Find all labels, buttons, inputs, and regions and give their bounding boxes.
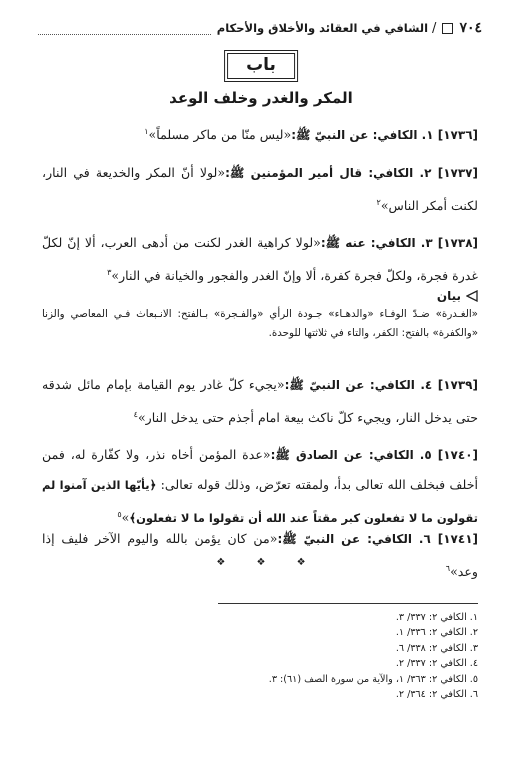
footnote: ٤. الكافي ٢: ٣٣٧/ ٢. [395, 658, 478, 670]
hadith-lead: [١٧٣٨] ٣. الكافي: عنه ﷺ: [320, 236, 479, 250]
footnote-ref: ٢ [376, 198, 381, 207]
hadith-text: «لولا أنّ المكر والخديعة في النار، لكنت أمكر الناس» [42, 165, 478, 214]
footnote: ٣. الكافي ٢: ٣٣٨/ ٦. [395, 642, 478, 654]
footnote-ref: ٦ [445, 564, 451, 573]
footnote-ref: ٣ [107, 268, 112, 277]
hadith-lead: [١٧٣٦] ١. الكافي: عن النبيّ ﷺ: [291, 128, 478, 143]
page-number: ٧٠٤ [459, 20, 482, 36]
hadith-4 [42, 370, 478, 432]
hadith-1 [42, 117, 478, 150]
hadith-tail: » [121, 510, 130, 526]
footnote-ref: ١ [144, 127, 149, 136]
footnotes [42, 610, 478, 702]
hadith-text: «يجيء كلّ غادر يوم القيامة بإمام مائل شدقه حتى يدخل النار، ويجيء كلّ ناكث بيعة امام أجذم حتى يدخل النار» [42, 377, 478, 426]
hadith-lead: [١٧٣٩] ٤. الكافي: عن النبيّ ﷺ: [284, 378, 478, 392]
hadith-lead: [١٧٣٧] ٢. الكافي: قال أمير المؤمنين ﷺ: [225, 166, 478, 180]
star-ornament-icon: ❖ [256, 557, 266, 568]
bayan-title: بيان [436, 289, 461, 303]
bayan-section [42, 289, 478, 343]
hadith-5 [42, 440, 478, 533]
star-ornament-icon: ❖ [296, 557, 306, 568]
dotted-leader [38, 22, 211, 35]
bayan-body: «الغـدرة» ضـدّ الوفـاء «والدهـاء» جـودة الرأي «والفـجرة» بـالفتح: الانـبعاث فـي المعاصي والزنا «والكفرة» بالفتح: الكفر، والتاء في ثلاثتها للوحدة. [42, 308, 478, 339]
chapter-label: باب [227, 53, 295, 79]
footnote: ١. الكافي ٢: ٣٣٧/ ٣. [395, 612, 478, 623]
section-divider [0, 557, 522, 568]
running-header [38, 17, 482, 39]
book-title: الشافي في العقائد والأخلاق والأحكام [216, 21, 429, 35]
footnote: ٢. الكافي ٢: ٣٣٦/ ١. [395, 627, 478, 639]
hadith-text: «لولا كراهية الغدر لكنت من أدهى العرب، ألا إنّ لكلّ غدرة فجرة، ولكلّ فجرة كفرة، ألا وإنّ الغدر والفجور والخيانة في النار» [42, 235, 478, 284]
hadith-text: «ليس منّا من ماكر مسلماً» [148, 127, 292, 143]
hadith-3 [42, 228, 478, 290]
footnote: ٥. الكافي ٢: ٣٦٣/ ١، والآية من سورة الصف (٦١): ٣. [268, 673, 478, 685]
footnote-ref: ٥ [117, 510, 122, 519]
star-ornament-icon: ❖ [216, 557, 226, 568]
chapter-label-box [224, 50, 298, 82]
footnote-ref: ٤ [133, 410, 138, 419]
chapter-title: المكر والغدر وخلف الوعد [169, 89, 353, 107]
header-separator: / [432, 20, 437, 36]
triangle-marker-icon [466, 290, 478, 302]
hadith-text: «من كان يؤمن بالله واليوم الآخر فليف إذا وعد» [42, 531, 478, 580]
hadith-text: «عدة المؤمن أخاه نذر، ولا كفّارة له، فمن أخلف فبخلف الله تعالى بدأ، ولمقته تعرّض، وذلك قوله تعالى: [42, 447, 478, 492]
hadith-2 [42, 158, 478, 220]
hadith-lead: [١٧٤٠] ٥. الكافي: عن الصادق ﷺ: [270, 448, 479, 462]
hadith-lead: [١٧٤١] ٦. الكافي: عن النبيّ ﷺ: [277, 532, 478, 546]
square-ornament-icon [442, 23, 453, 34]
footnote-rule [218, 603, 478, 604]
hadith-6 [42, 524, 478, 586]
quran-verse: ﴿يأيّها الذين آمنوا لم تقولون ما لا تفعلون كبر مقتاً عند الله أن تقولوا ما لا تفعلون﴾ [42, 478, 478, 526]
footnote: ٦. الكافي ٢: ٣٦٤/ ٢. [395, 689, 478, 701]
